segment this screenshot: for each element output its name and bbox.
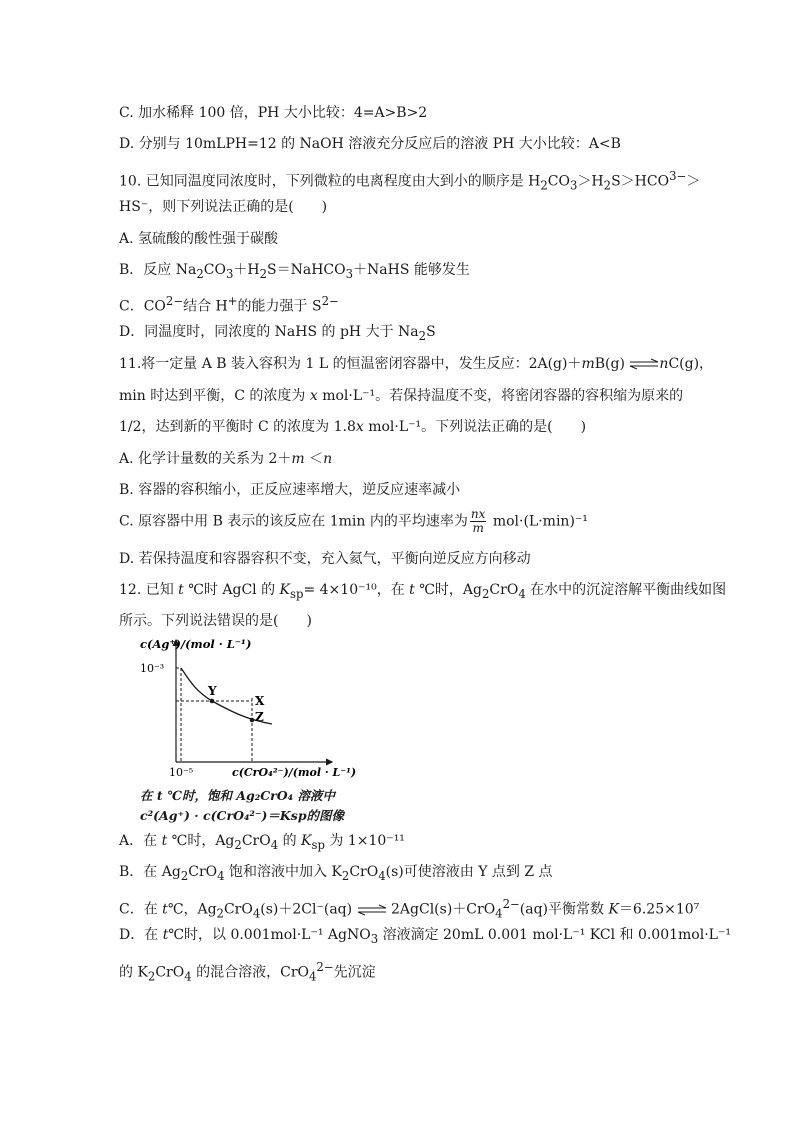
q12-option-d-line1: D．在 t℃时，以 0.001mol·L⁻¹ AgNO$_3$ 溶液滴定 20mL 0.001 mol·L⁻¹ KCl 和 0.001mol·L⁻¹ xyxy=(119,927,731,946)
q9-option-c: C. 加水稀释 100 倍，PH 大小比较：4=A>B>2 xyxy=(119,105,428,121)
q11-option-c: C. 原容器中用 B 表示的该反应在 1min 内的平均速率为 $\frac{nx}{m}$ mol·(L·min)⁻¹ xyxy=(119,507,588,535)
q11-option-b: B. 容器的容积缩小，正反应速率增大，逆反应速率减小 xyxy=(119,482,461,498)
q10-option-b: B．反应 $Na_2CO_3+H_2S=NaHCO_3+NaHS$ 能够发生 xyxy=(119,262,470,281)
q12-option-c: C．在 t℃，$Ag_2CrO_4(s)+2Cl^-(aq)$ 2AgCl(s)＋CrO$_4^{2-}$(aq)平衡常数 K＝6.25×10⁷ xyxy=(119,897,700,921)
point-z-label: Z xyxy=(255,710,264,724)
q11-option-d: D. 若保持温度和容器容积不变，充入氦气，平衡向逆反应方向移动 xyxy=(119,551,531,567)
equilibrium-arrow-icon xyxy=(357,905,387,915)
x-tick-label: 10⁻⁵ xyxy=(169,766,194,779)
ksp-curve-graph xyxy=(136,634,357,784)
point-y-label: Y xyxy=(208,684,217,698)
point-x-label: X xyxy=(255,694,265,708)
ksp-figure xyxy=(136,634,357,830)
equilibrium-arrow-icon xyxy=(629,359,659,369)
q12-option-d-line2: 的 $K_2CrO_4$ 的混合溶液，CrO$_4^{2-}$先沉淀 xyxy=(119,960,376,984)
q12-stem-line2: 所示。下列说法错误的是( ) xyxy=(119,613,312,629)
point-z-marker xyxy=(250,718,255,723)
q12-option-a: A．在 t ℃时，$Ag_2CrO_4$ 的 $K_{sp}$ 为 1×10⁻¹¹ xyxy=(119,833,405,852)
q11-stem-line1: 11.将一定量 A B 装入容积为 1 L 的恒温密闭容器中，发生反应：2A(g)＋mB(g) nC(g)， xyxy=(119,356,714,372)
q11-stem-line3: 1/2，达到新的平衡时 C 的浓度为 1.8x mol·L⁻¹。下列说法正确的是( ) xyxy=(119,419,587,435)
figure-caption-line1: 在 t ℃时，饱和 Ag₂CrO₄ 溶液中 xyxy=(140,788,335,803)
q11-stem-line2: min 时达到平衡，C 的浓度为 x mol·L⁻¹。若保持温度不变，将密闭容器的容积缩为原来的 xyxy=(119,388,684,404)
q10-option-a: A. 氢硫酸的酸性强于碳酸 xyxy=(119,231,279,247)
y-tick-label: 10⁻³ xyxy=(140,662,165,675)
q9-option-d: D. 分别与 10mLPH=12 的 NaOH 溶液充分反应后的溶液 PH 大小比较：A<B xyxy=(119,136,621,152)
q10-option-c: C．$CO^{2-}$结合 H+的能力强于 $S^{2-}$ xyxy=(119,294,339,315)
y-axis-label: c(Ag⁺)/(mol · L⁻¹) xyxy=(140,637,252,651)
q10-stem-line1: 10. 已知同温度同浓度时，下列微粒的电离程度由大到小的顺序是 $H_2CO_3>H_2S>HCO^{3-}>$ xyxy=(119,169,701,193)
x-axis-label: c(CrO₄²⁻)/(mol · L⁻¹) xyxy=(232,766,357,779)
q10-stem-line2: HS⁻，则下列说法正确的是( ) xyxy=(119,199,328,215)
q12-stem-line1: 12. 已知 t ℃时 AgCl 的 $K_{sp}= 4\times 10^{-10}$，在 t ℃时，$Ag_2CrO_4$ 在水中的沉淀溶解平衡曲线如图 xyxy=(119,582,727,601)
q12-option-b: B．在 $Ag_2CrO_4$ 饱和溶液中加入 $K_2CrO_4(s)$可使溶液由 Y 点到 Z 点 xyxy=(119,864,553,883)
figure-caption-line2: c²(Ag⁺) · c(CrO₄²⁻)＝Ksp的图像 xyxy=(140,808,345,823)
q10-option-d: D．同温度时，同浓度的 NaHS 的 pH 大于 $Na_2S$ xyxy=(119,324,436,343)
point-y-marker xyxy=(210,699,215,704)
fraction-nx-over-m: $\frac{nx}{m}$ xyxy=(470,507,486,535)
q11-option-a: A. 化学计量数的关系为 2＋m ＜n xyxy=(119,451,333,467)
